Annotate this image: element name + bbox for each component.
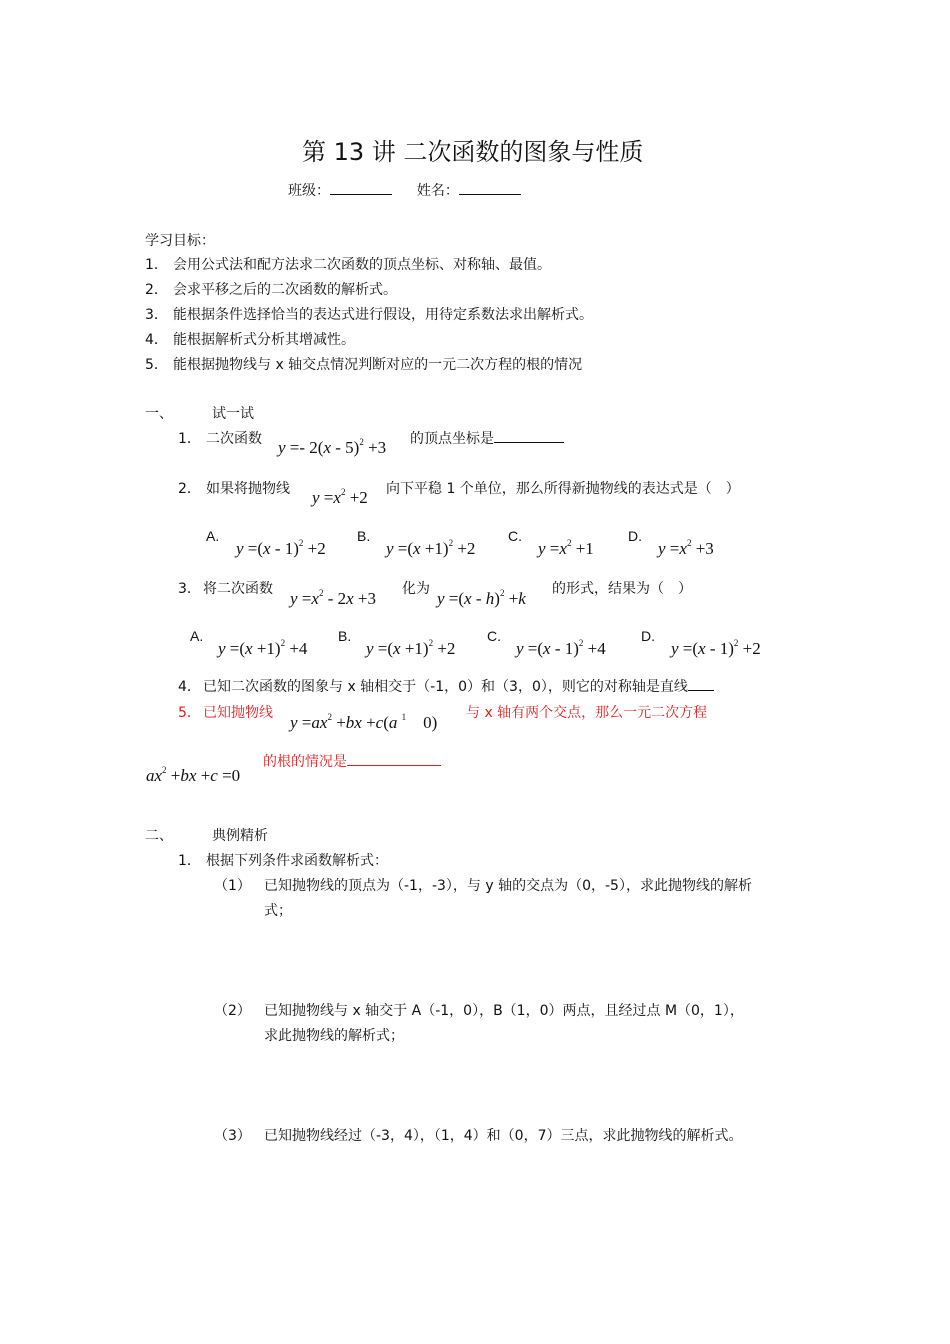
objective-item: 4． 能根据解析式分析其增减性。	[145, 332, 355, 348]
q3-option-d-label: D.	[641, 628, 655, 644]
q1-answer-blank[interactable]	[494, 428, 564, 443]
q4-answer-blank[interactable]	[688, 676, 714, 691]
q3-post: 的形式，结果为（ ）	[552, 581, 692, 597]
q5-equation: $ax^2 +bx +c =0$	[146, 765, 241, 785]
q2-option-b[interactable]: $y =(x +1)^2 +2$	[386, 538, 476, 558]
objectives-heading: 学习目标：	[145, 233, 215, 249]
section2-number: 二、	[145, 828, 173, 844]
objective-item: 1． 会用公式法和配方法求二次函数的顶点坐标、对称轴、最值。	[145, 257, 551, 273]
s2-part3-number: （3）	[214, 1128, 251, 1144]
q2-number: 2．	[178, 481, 201, 497]
s2-part2-line1: 已知抛物线与 x 轴交于 A（-1，0），B（1，0）两点，且经过点 M（0，1），	[264, 1003, 744, 1019]
q3-formula-2: y =(x - h)$^2$ +k	[437, 588, 526, 608]
q5-post: 与 x 轴有两个交点，那么一元二次方程	[466, 705, 708, 721]
s2-part1-number: （1）	[214, 878, 251, 894]
student-info	[288, 180, 521, 200]
objective-item: 5． 能根据抛物线与 x 轴交点情况判断对应的一元二次方程的根的情况	[145, 357, 583, 373]
section1-number: 一、	[145, 406, 173, 422]
q2-option-d-label: D.	[628, 528, 642, 544]
q3-option-a-label: A.	[190, 628, 204, 644]
q3-option-d[interactable]: y =(x - 1)$^2$ +2	[671, 638, 761, 658]
q2-post: 向下平稳 1 个单位，那么所得新抛物线的表达式是（ ）	[386, 481, 740, 497]
page-title: 第 13 讲 二次函数的图象与性质	[302, 138, 644, 166]
class-blank[interactable]	[330, 180, 392, 195]
q5-pre: 已知抛物线	[203, 705, 273, 721]
section2-title: 典例精析	[212, 828, 268, 844]
q3-option-c-label: C.	[487, 628, 501, 644]
s2-part1-line1: 已知抛物线的顶点为（-1，-3），与 y 轴的交点为（0，-5），求此抛物线的解析	[264, 878, 752, 894]
s2-q1-number: 1．	[178, 853, 201, 869]
q5-formula: $y =ax^2 +bx +c(a$ $^1$ 0)	[290, 712, 438, 732]
q1-pre: 二次函数	[206, 431, 262, 447]
q3-option-b[interactable]: $y =(x +1)^2 +2$	[366, 638, 456, 658]
q3-formula-1: $y =x^2 - 2x +3$	[290, 588, 376, 608]
q2-option-c-label: C.	[508, 528, 522, 544]
s2-part2-line2: 求此抛物线的解析式；	[264, 1028, 404, 1044]
class-label: 班级：	[288, 183, 330, 199]
q3-mid: 化为	[402, 581, 430, 597]
q4-text: 已知二次函数的图象与 x 轴相交于（-1，0）和（3，0），则它的对称轴是直线	[203, 676, 714, 696]
q1-number: 1．	[178, 431, 201, 447]
section1-title: 试一试	[212, 406, 254, 422]
q5-tail: 的根的情况是	[263, 751, 441, 771]
q2-option-a[interactable]: y =(x - 1)$^2$ +2	[236, 538, 326, 558]
q3-option-a[interactable]: $y =(x +1)^2 +4$	[218, 638, 308, 658]
s2-part3-line1: 已知抛物线经过（-3，4），（1，4）和（0，7）三点，求此抛物线的解析式。	[264, 1128, 743, 1144]
q2-option-c[interactable]: $y =x^2 +1$	[538, 538, 594, 558]
q2-option-d[interactable]: $y =x^2 +3$	[658, 538, 714, 558]
name-blank[interactable]	[459, 180, 521, 195]
objective-item: 2． 会求平移之后的二次函数的解析式。	[145, 282, 397, 298]
s2-part1-line2: 式；	[264, 903, 292, 919]
q2-option-b-label: B.	[357, 528, 371, 544]
s2-q1-text: 根据下列条件求函数解析式：	[206, 853, 388, 869]
q1-post: 的顶点坐标是	[410, 428, 564, 448]
q2-option-a-label: A.	[206, 528, 220, 544]
q5-answer-blank[interactable]	[347, 751, 441, 766]
q2-pre: 如果将抛物线	[206, 481, 290, 497]
q3-number: 3．	[178, 581, 201, 597]
q5-number: 5．	[178, 705, 201, 721]
q4-number: 4．	[178, 679, 201, 695]
q2-formula: $y =x^2 +2$	[312, 487, 368, 507]
q3-pre: 将二次函数	[203, 581, 273, 597]
name-label: 姓名：	[416, 183, 459, 199]
s2-part2-number: （2）	[214, 1003, 251, 1019]
q1-formula: y =- 2(x - 5)$^2$ +3	[278, 437, 387, 457]
q3-option-b-label: B.	[338, 628, 352, 644]
objective-item: 3． 能根据条件选择恰当的表达式进行假设，用待定系数法求出解析式。	[145, 307, 593, 323]
q3-option-c[interactable]: y =(x - 1)$^2$ +4	[516, 638, 606, 658]
